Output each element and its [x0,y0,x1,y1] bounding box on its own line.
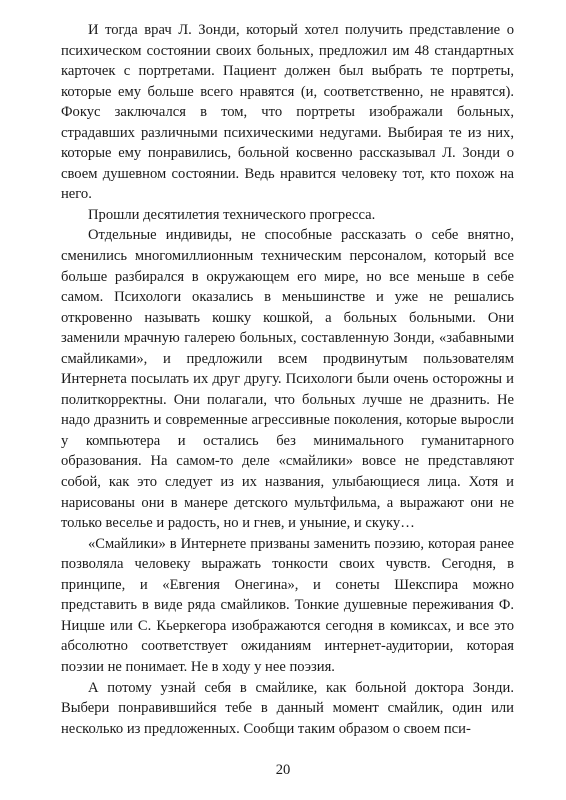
paragraph: «Смайлики» в Интернете призваны заменить поэзию, которая ранее позволяла человеку выражать тонкости своих чувств. Сегодня, в принципе, и «Евгения Онегина», и сонеты Шекспира можно представить в виде ряда смайликов. Тонкие душевные переживания Ф. Ницше или С. Кьеркегора изображаются сегодня в комиксах, и все это абсолютно соответствует ожиданиям интернет-аудитории, которая поэзии не понимает. Не в ходу у нее поэзия. [61,535,514,675]
page-number: 20 [275,762,291,778]
paragraph: Прошли десятилетия технического прогресса. [88,206,376,223]
page-body [61,20,514,739]
paragraph: А потому узнай себя в смайлике, как больной доктора Зонди. Выбери понравившийся тебе в данный момент смайлик, один или несколько из предложенных. Сообщи таким образом о своем пси- [61,679,514,737]
paragraph: И тогда врач Л. Зонди, который хотел получить представление о психическом состоянии своих больных, предложил им 48 стандартных карточек с портретами. Пациент должен был выбрать те портреты, которые ему больше всего нравятся (и, соответственно, не нравятся). Фокус заключался в том, что портреты изображали больных, страдавших различными психическими недугами. Выбирая те из них, которые ему понравились, больной косвенно рассказывал Л. Зонди о своем душевном состоянии. Ведь нравится человеку тот, кто похож на него. [61,22,514,203]
paragraph: Отдельные индивиды, не способные рассказать о себе внятно, сменились многомиллионным техническим персоналом, который все больше разбирался в окружающем его мире, но все меньше в себе самом. Психологи оказались в меньшинстве и уже не решались откровенно называть кошку кошкой, а больных больными. Они заменили мрачную галерею больных, составленную Зонди, «забавными смайликами», и предложили всем продвинутым пользователям Интернета посылать их друг другу. Психологи были очень осторожны и политкорректны. Они полагали, что больных лучше не дразнить. Не надо дразнить и современные агрессивные поколения, которые выросли у компьютера и остались без минимального гуманитарного образования. На самом-то деле «смайлики» вовсе не представляют собой, как это следует из их названия, улыбающиеся лица. Хотя и нарисованы они в манере детского мультфильма, а выражают они не только веселье и радость, но и гнев, и уныние, и скуку… [61,227,514,532]
